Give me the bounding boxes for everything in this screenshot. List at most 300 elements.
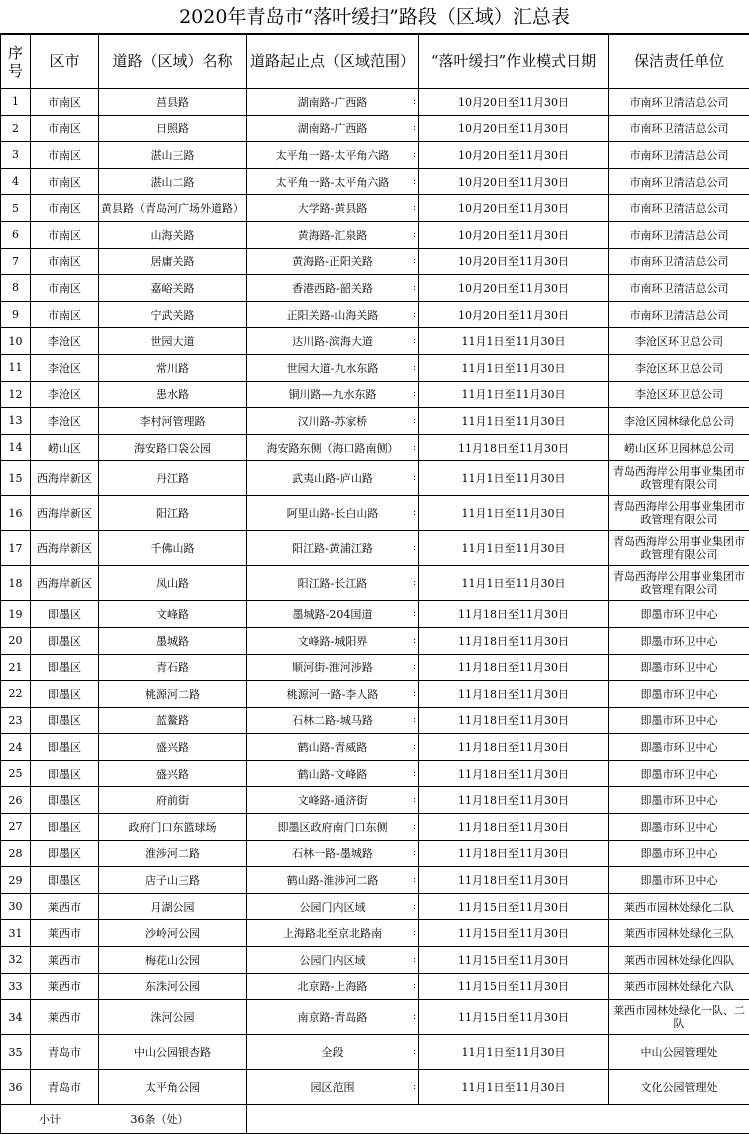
cell-road: 太平角公园 xyxy=(99,1070,247,1105)
cell-range xyxy=(247,840,419,867)
cell-period: 11月18日至11月30日 xyxy=(419,601,609,628)
cell-range xyxy=(247,531,419,566)
cell-period: 10月20日至11月30日 xyxy=(419,89,609,116)
range-marker: : xyxy=(413,363,416,373)
cell-district: 即墨区 xyxy=(31,681,99,708)
cell-range-text: 达川路-滨海大道 xyxy=(292,335,373,348)
cell-period: 11月18日至11月30日 xyxy=(419,760,609,787)
cell-unit: 莱西市园林处绿化二队 xyxy=(609,893,749,920)
cell-unit: 李沧区环卫总公司 xyxy=(609,381,749,408)
cell-range xyxy=(247,920,419,947)
table-row xyxy=(1,434,749,461)
cell-unit: 李沧区环卫总公司 xyxy=(609,354,749,381)
cell-period: 11月15日至11月30日 xyxy=(419,920,609,947)
cell-seq: 19 xyxy=(1,601,31,628)
cell-period: 11月1日至11月30日 xyxy=(419,354,609,381)
table-row xyxy=(1,275,749,302)
summary-table xyxy=(0,34,749,1134)
cell-road: 沙岭河公园 xyxy=(99,920,247,947)
table-row xyxy=(1,1000,749,1035)
range-marker: : xyxy=(413,662,416,672)
cell-period: 11月18日至11月30日 xyxy=(419,707,609,734)
table-row xyxy=(1,248,749,275)
header-row xyxy=(1,35,749,89)
cell-unit: 青岛西海岸公用事业集团市政管理有限公司 xyxy=(609,531,749,566)
cell-period: 10月20日至11月30日 xyxy=(419,195,609,222)
cell-period: 11月1日至11月30日 xyxy=(419,461,609,496)
cell-period: 10月20日至11月30日 xyxy=(419,168,609,195)
range-marker: : xyxy=(413,416,416,426)
cell-seq: 8 xyxy=(1,275,31,302)
table-row xyxy=(1,328,749,355)
cell-road: 患水路 xyxy=(99,381,247,408)
cell-seq: 9 xyxy=(1,301,31,328)
cell-road: 文峰路 xyxy=(99,601,247,628)
cell-range-text: 石林一路-墨城路 xyxy=(292,847,373,860)
range-marker: : xyxy=(413,981,416,991)
cell-district: 即墨区 xyxy=(31,734,99,761)
subtotal-row xyxy=(1,1105,749,1134)
cell-range-text: 南京路-青岛路 xyxy=(298,1011,368,1024)
cell-road: 湛山三路 xyxy=(99,142,247,169)
cell-range-text: 黄海路-正阳关路 xyxy=(292,255,373,268)
cell-unit: 即墨市环卫中心 xyxy=(609,814,749,841)
header-district: 区市 xyxy=(31,35,99,89)
cell-seq: 36 xyxy=(1,1070,31,1105)
cell-road: 凤山路 xyxy=(99,566,247,601)
cell-seq: 18 xyxy=(1,566,31,601)
subtotal-empty-cell xyxy=(247,1105,749,1134)
cell-district: 市南区 xyxy=(31,221,99,248)
cell-district: 即墨区 xyxy=(31,601,99,628)
cell-district: 李沧区 xyxy=(31,381,99,408)
cell-unit: 莱西市园林处绿化六队 xyxy=(609,973,749,1000)
cell-unit: 青岛西海岸公用事业集团市政管理有限公司 xyxy=(609,461,749,496)
cell-range xyxy=(247,142,419,169)
cell-seq: 15 xyxy=(1,461,31,496)
cell-range xyxy=(247,434,419,461)
cell-period: 11月15日至11月30日 xyxy=(419,893,609,920)
cell-range xyxy=(247,221,419,248)
cell-road: 莒县路 xyxy=(99,89,247,116)
cell-seq: 28 xyxy=(1,840,31,867)
cell-range xyxy=(247,734,419,761)
sheet-title: 2020年青岛市“落叶缓扫”路段（区域）汇总表 xyxy=(0,0,749,34)
cell-unit: 市南环卫清洁总公司 xyxy=(609,301,749,328)
cell-range-text: 鹤山路-文峰路 xyxy=(298,768,368,781)
cell-period: 10月20日至11月30日 xyxy=(419,142,609,169)
cell-range xyxy=(247,195,419,222)
cell-unit: 市南环卫清洁总公司 xyxy=(609,221,749,248)
cell-range-text: 大学路-黄县路 xyxy=(298,202,368,215)
range-marker: : xyxy=(413,715,416,725)
cell-road: 世园大道 xyxy=(99,328,247,355)
cell-seq: 31 xyxy=(1,920,31,947)
cell-district: 李沧区 xyxy=(31,354,99,381)
cell-unit: 李沧区园林绿化总公司 xyxy=(609,408,749,435)
cell-district: 即墨区 xyxy=(31,760,99,787)
cell-range xyxy=(247,1070,419,1105)
cell-range-text: 全段 xyxy=(322,1046,344,1059)
cell-range-text: 武夷山路-庐山路 xyxy=(292,472,373,485)
cell-district: 莱西市 xyxy=(31,1000,99,1035)
range-marker: : xyxy=(413,443,416,453)
table-row xyxy=(1,89,749,116)
cell-road: 盛兴路 xyxy=(99,760,247,787)
cell-road: 千佛山路 xyxy=(99,531,247,566)
cell-road: 桃源河二路 xyxy=(99,681,247,708)
cell-seq: 14 xyxy=(1,434,31,461)
cell-road: 嘉峪关路 xyxy=(99,275,247,302)
header-road: 道路（区域）名称 xyxy=(99,35,247,89)
cell-range xyxy=(247,707,419,734)
cell-range xyxy=(247,681,419,708)
cell-period: 10月20日至11月30日 xyxy=(419,301,609,328)
cell-period: 11月1日至11月30日 xyxy=(419,408,609,435)
cell-district: 即墨区 xyxy=(31,867,99,894)
cell-road: 盛兴路 xyxy=(99,734,247,761)
table-row xyxy=(1,840,749,867)
cell-period: 11月18日至11月30日 xyxy=(419,867,609,894)
cell-range xyxy=(247,168,419,195)
cell-district: 即墨区 xyxy=(31,654,99,681)
cell-range-text: 汉川路-苏家桥 xyxy=(298,415,368,428)
cell-period: 10月20日至11月30日 xyxy=(419,115,609,142)
cell-range xyxy=(247,328,419,355)
cell-seq: 29 xyxy=(1,867,31,894)
cell-period: 11月18日至11月30日 xyxy=(419,840,609,867)
cell-seq: 1 xyxy=(1,89,31,116)
table-row xyxy=(1,115,749,142)
cell-road: 居庸关路 xyxy=(99,248,247,275)
cell-unit: 莱西市园林处绿化四队 xyxy=(609,947,749,974)
cell-range-text: 湖南路-广西路 xyxy=(298,96,368,109)
table-row xyxy=(1,408,749,435)
cell-unit: 即墨市环卫中心 xyxy=(609,760,749,787)
cell-seq: 30 xyxy=(1,893,31,920)
range-marker: : xyxy=(413,795,416,805)
cell-range-text: 世园大道-九水东路 xyxy=(287,362,379,375)
cell-unit: 市南环卫清洁总公司 xyxy=(609,168,749,195)
cell-period: 11月1日至11月30日 xyxy=(419,1035,609,1070)
cell-district: 即墨区 xyxy=(31,627,99,654)
cell-range-text: 湖南路-广西路 xyxy=(298,122,368,135)
subtotal-cell xyxy=(1,1105,247,1134)
cell-road: 蓝鳌路 xyxy=(99,707,247,734)
cell-unit: 中山公园管理处 xyxy=(609,1035,749,1070)
cell-period: 11月18日至11月30日 xyxy=(419,434,609,461)
table-body xyxy=(1,89,749,1105)
cell-range-text: 桃源河一路-李人路 xyxy=(287,688,379,701)
table-row xyxy=(1,947,749,974)
cell-road: 丹江路 xyxy=(99,461,247,496)
cell-range-text: 文峰路-城阳界 xyxy=(298,635,368,648)
range-marker: : xyxy=(413,1012,416,1022)
cell-seq: 27 xyxy=(1,814,31,841)
cell-seq: 20 xyxy=(1,627,31,654)
cell-district: 李沧区 xyxy=(31,408,99,435)
cell-district: 即墨区 xyxy=(31,840,99,867)
cell-unit: 莱西市园林处绿化一队、二队 xyxy=(609,1000,749,1035)
cell-seq: 5 xyxy=(1,195,31,222)
cell-road: 墨城路 xyxy=(99,627,247,654)
cell-unit: 即墨市环卫中心 xyxy=(609,681,749,708)
cell-road: 月湖公园 xyxy=(99,893,247,920)
cell-range xyxy=(247,408,419,435)
cell-range xyxy=(247,1035,419,1070)
cell-road: 梅花山公园 xyxy=(99,947,247,974)
range-marker: : xyxy=(413,177,416,187)
range-marker: : xyxy=(413,310,416,320)
table-row xyxy=(1,1035,749,1070)
range-marker: : xyxy=(413,256,416,266)
cell-district: 市南区 xyxy=(31,89,99,116)
cell-seq: 12 xyxy=(1,381,31,408)
range-marker: : xyxy=(413,636,416,646)
cell-unit: 崂山区环卫园林总公司 xyxy=(609,434,749,461)
range-marker: : xyxy=(413,902,416,912)
table-row xyxy=(1,654,749,681)
table-row xyxy=(1,301,749,328)
cell-road: 湛山二路 xyxy=(99,168,247,195)
table-row xyxy=(1,168,749,195)
cell-range xyxy=(247,381,419,408)
cell-range-text: 文峰路-通济街 xyxy=(298,794,368,807)
cell-road: 李村河管理路 xyxy=(99,408,247,435)
cell-period: 11月1日至11月30日 xyxy=(419,566,609,601)
cell-period: 11月18日至11月30日 xyxy=(419,681,609,708)
cell-period: 11月18日至11月30日 xyxy=(419,654,609,681)
cell-period: 11月1日至11月30日 xyxy=(419,496,609,531)
cell-seq: 21 xyxy=(1,654,31,681)
range-marker: : xyxy=(413,203,416,213)
cell-road: 府前街 xyxy=(99,787,247,814)
cell-unit: 即墨市环卫中心 xyxy=(609,867,749,894)
range-marker: : xyxy=(413,609,416,619)
cell-district: 市南区 xyxy=(31,195,99,222)
table-row xyxy=(1,142,749,169)
cell-range-text: 墨城路-204国道 xyxy=(293,608,373,621)
table-row xyxy=(1,461,749,496)
cell-unit: 莱西市园林处绿化三队 xyxy=(609,920,749,947)
range-marker: : xyxy=(413,123,416,133)
subtotal-label: 小计 xyxy=(3,1111,61,1127)
cell-unit: 市南环卫清洁总公司 xyxy=(609,89,749,116)
table-row xyxy=(1,381,749,408)
cell-seq: 10 xyxy=(1,328,31,355)
cell-range xyxy=(247,496,419,531)
cell-district: 市南区 xyxy=(31,142,99,169)
cell-range xyxy=(247,566,419,601)
cell-district: 市南区 xyxy=(31,275,99,302)
cell-range xyxy=(247,89,419,116)
cell-range-text: 上海路北至京北路南 xyxy=(283,927,382,940)
cell-period: 11月15日至11月30日 xyxy=(419,1000,609,1035)
cell-seq: 24 xyxy=(1,734,31,761)
range-marker: : xyxy=(413,230,416,240)
cell-range xyxy=(247,461,419,496)
cell-period: 10月20日至11月30日 xyxy=(419,221,609,248)
table-row xyxy=(1,787,749,814)
table-row xyxy=(1,920,749,947)
cell-road: 山海关路 xyxy=(99,221,247,248)
cell-range xyxy=(247,601,419,628)
cell-range xyxy=(247,248,419,275)
cell-unit: 市南环卫清洁总公司 xyxy=(609,195,749,222)
table-row xyxy=(1,566,749,601)
cell-district: 莱西市 xyxy=(31,920,99,947)
cell-district: 莱西市 xyxy=(31,947,99,974)
table-row xyxy=(1,814,749,841)
table-row xyxy=(1,601,749,628)
cell-unit: 市南环卫清洁总公司 xyxy=(609,248,749,275)
cell-road: 黄县路（青岛河广场外道路） xyxy=(99,195,247,222)
cell-district: 市南区 xyxy=(31,248,99,275)
cell-seq: 13 xyxy=(1,408,31,435)
cell-range-text: 阿里山路-长白山路 xyxy=(287,507,379,520)
cell-seq: 25 xyxy=(1,760,31,787)
cell-district: 青岛市 xyxy=(31,1070,99,1105)
cell-road: 阳江路 xyxy=(99,496,247,531)
cell-period: 11月15日至11月30日 xyxy=(419,973,609,1000)
range-marker: : xyxy=(413,97,416,107)
table-row xyxy=(1,627,749,654)
table-row xyxy=(1,221,749,248)
table-row xyxy=(1,867,749,894)
cell-period: 11月15日至11月30日 xyxy=(419,947,609,974)
cell-road: 东洙河公园 xyxy=(99,973,247,1000)
table-row xyxy=(1,681,749,708)
cell-range-text: 鹤山路-淮涉河二路 xyxy=(287,874,379,887)
cell-unit: 即墨市环卫中心 xyxy=(609,627,749,654)
cell-seq: 7 xyxy=(1,248,31,275)
cell-seq: 34 xyxy=(1,1000,31,1035)
cell-range xyxy=(247,893,419,920)
cell-period: 11月1日至11月30日 xyxy=(419,1070,609,1105)
table-row xyxy=(1,973,749,1000)
cell-unit: 即墨市环卫中心 xyxy=(609,707,749,734)
cell-unit: 市南环卫清洁总公司 xyxy=(609,115,749,142)
cell-district: 李沧区 xyxy=(31,328,99,355)
cell-range-text: 即墨区政府南门口东侧 xyxy=(278,821,388,834)
cell-period: 11月18日至11月30日 xyxy=(419,787,609,814)
range-marker: : xyxy=(413,742,416,752)
table-row xyxy=(1,893,749,920)
cell-seq: 23 xyxy=(1,707,31,734)
cell-range-text: 北京路-上海路 xyxy=(298,980,368,993)
cell-unit: 李沧区环卫总公司 xyxy=(609,328,749,355)
cell-range xyxy=(247,787,419,814)
cell-period: 11月18日至11月30日 xyxy=(419,814,609,841)
cell-seq: 17 xyxy=(1,531,31,566)
cell-seq: 33 xyxy=(1,973,31,1000)
table-row xyxy=(1,760,749,787)
cell-district: 西海岸新区 xyxy=(31,461,99,496)
header-seq: 序号 xyxy=(1,35,31,89)
cell-period: 11月1日至11月30日 xyxy=(419,381,609,408)
range-marker: : xyxy=(413,928,416,938)
cell-seq: 4 xyxy=(1,168,31,195)
cell-period: 11月18日至11月30日 xyxy=(419,627,609,654)
cell-unit: 即墨市环卫中心 xyxy=(609,654,749,681)
table-row xyxy=(1,734,749,761)
cell-unit: 青岛西海岸公用事业集团市政管理有限公司 xyxy=(609,566,749,601)
cell-period: 10月20日至11月30日 xyxy=(419,275,609,302)
cell-district: 即墨区 xyxy=(31,787,99,814)
cell-road: 政府门口东篮球场 xyxy=(99,814,247,841)
cell-seq: 11 xyxy=(1,354,31,381)
cell-district: 莱西市 xyxy=(31,973,99,1000)
cell-range xyxy=(247,814,419,841)
cell-period: 11月1日至11月30日 xyxy=(419,328,609,355)
cell-road: 洙河公园 xyxy=(99,1000,247,1035)
cell-range-text: 正阳关路-山海关路 xyxy=(287,309,379,322)
cell-district: 西海岸新区 xyxy=(31,496,99,531)
range-marker: : xyxy=(413,1082,416,1092)
cell-seq: 3 xyxy=(1,142,31,169)
cell-range xyxy=(247,867,419,894)
range-marker: : xyxy=(413,578,416,588)
cell-seq: 26 xyxy=(1,787,31,814)
cell-range xyxy=(247,947,419,974)
cell-road: 淮涉河二路 xyxy=(99,840,247,867)
cell-seq: 35 xyxy=(1,1035,31,1070)
cell-road: 青石路 xyxy=(99,654,247,681)
cell-seq: 32 xyxy=(1,947,31,974)
cell-seq: 2 xyxy=(1,115,31,142)
range-marker: : xyxy=(413,875,416,885)
cell-road: 店子山三路 xyxy=(99,867,247,894)
cell-road: 中山公园银杏路 xyxy=(99,1035,247,1070)
table-row xyxy=(1,531,749,566)
cell-district: 市南区 xyxy=(31,115,99,142)
cell-seq: 22 xyxy=(1,681,31,708)
range-marker: : xyxy=(413,689,416,699)
range-marker: : xyxy=(413,389,416,399)
cell-district: 市南区 xyxy=(31,301,99,328)
range-marker: : xyxy=(413,283,416,293)
cell-range-text: 园区范围 xyxy=(311,1081,355,1094)
cell-range-text: 太平角一路-太平角六路 xyxy=(276,149,390,162)
cell-range xyxy=(247,1000,419,1035)
cell-range-text: 阳江路-长江路 xyxy=(298,577,368,590)
cell-seq: 6 xyxy=(1,221,31,248)
range-marker: : xyxy=(413,769,416,779)
cell-road: 宁武关路 xyxy=(99,301,247,328)
cell-range-text: 香港西路-韶关路 xyxy=(292,282,373,295)
range-marker: : xyxy=(413,543,416,553)
cell-district: 青岛市 xyxy=(31,1035,99,1070)
cell-period: 11月18日至11月30日 xyxy=(419,734,609,761)
range-marker: : xyxy=(413,822,416,832)
range-marker: : xyxy=(413,508,416,518)
cell-unit: 青岛西海岸公用事业集团市政管理有限公司 xyxy=(609,496,749,531)
cell-range-text: 鹤山路-青威路 xyxy=(298,741,368,754)
cell-range-text: 石林二路-城马路 xyxy=(292,714,373,727)
cell-range xyxy=(247,275,419,302)
cell-district: 西海岸新区 xyxy=(31,566,99,601)
cell-unit: 即墨市环卫中心 xyxy=(609,840,749,867)
cell-range-text: 顺河街-淮河涉路 xyxy=(292,661,373,674)
cell-unit: 即墨市环卫中心 xyxy=(609,601,749,628)
cell-range xyxy=(247,301,419,328)
range-marker: : xyxy=(413,848,416,858)
cell-unit: 文化公园管理处 xyxy=(609,1070,749,1105)
cell-period: 10月20日至11月30日 xyxy=(419,248,609,275)
cell-unit: 即墨市环卫中心 xyxy=(609,734,749,761)
cell-period: 11月1日至11月30日 xyxy=(419,531,609,566)
header-unit: 保洁责任单位 xyxy=(609,35,749,89)
